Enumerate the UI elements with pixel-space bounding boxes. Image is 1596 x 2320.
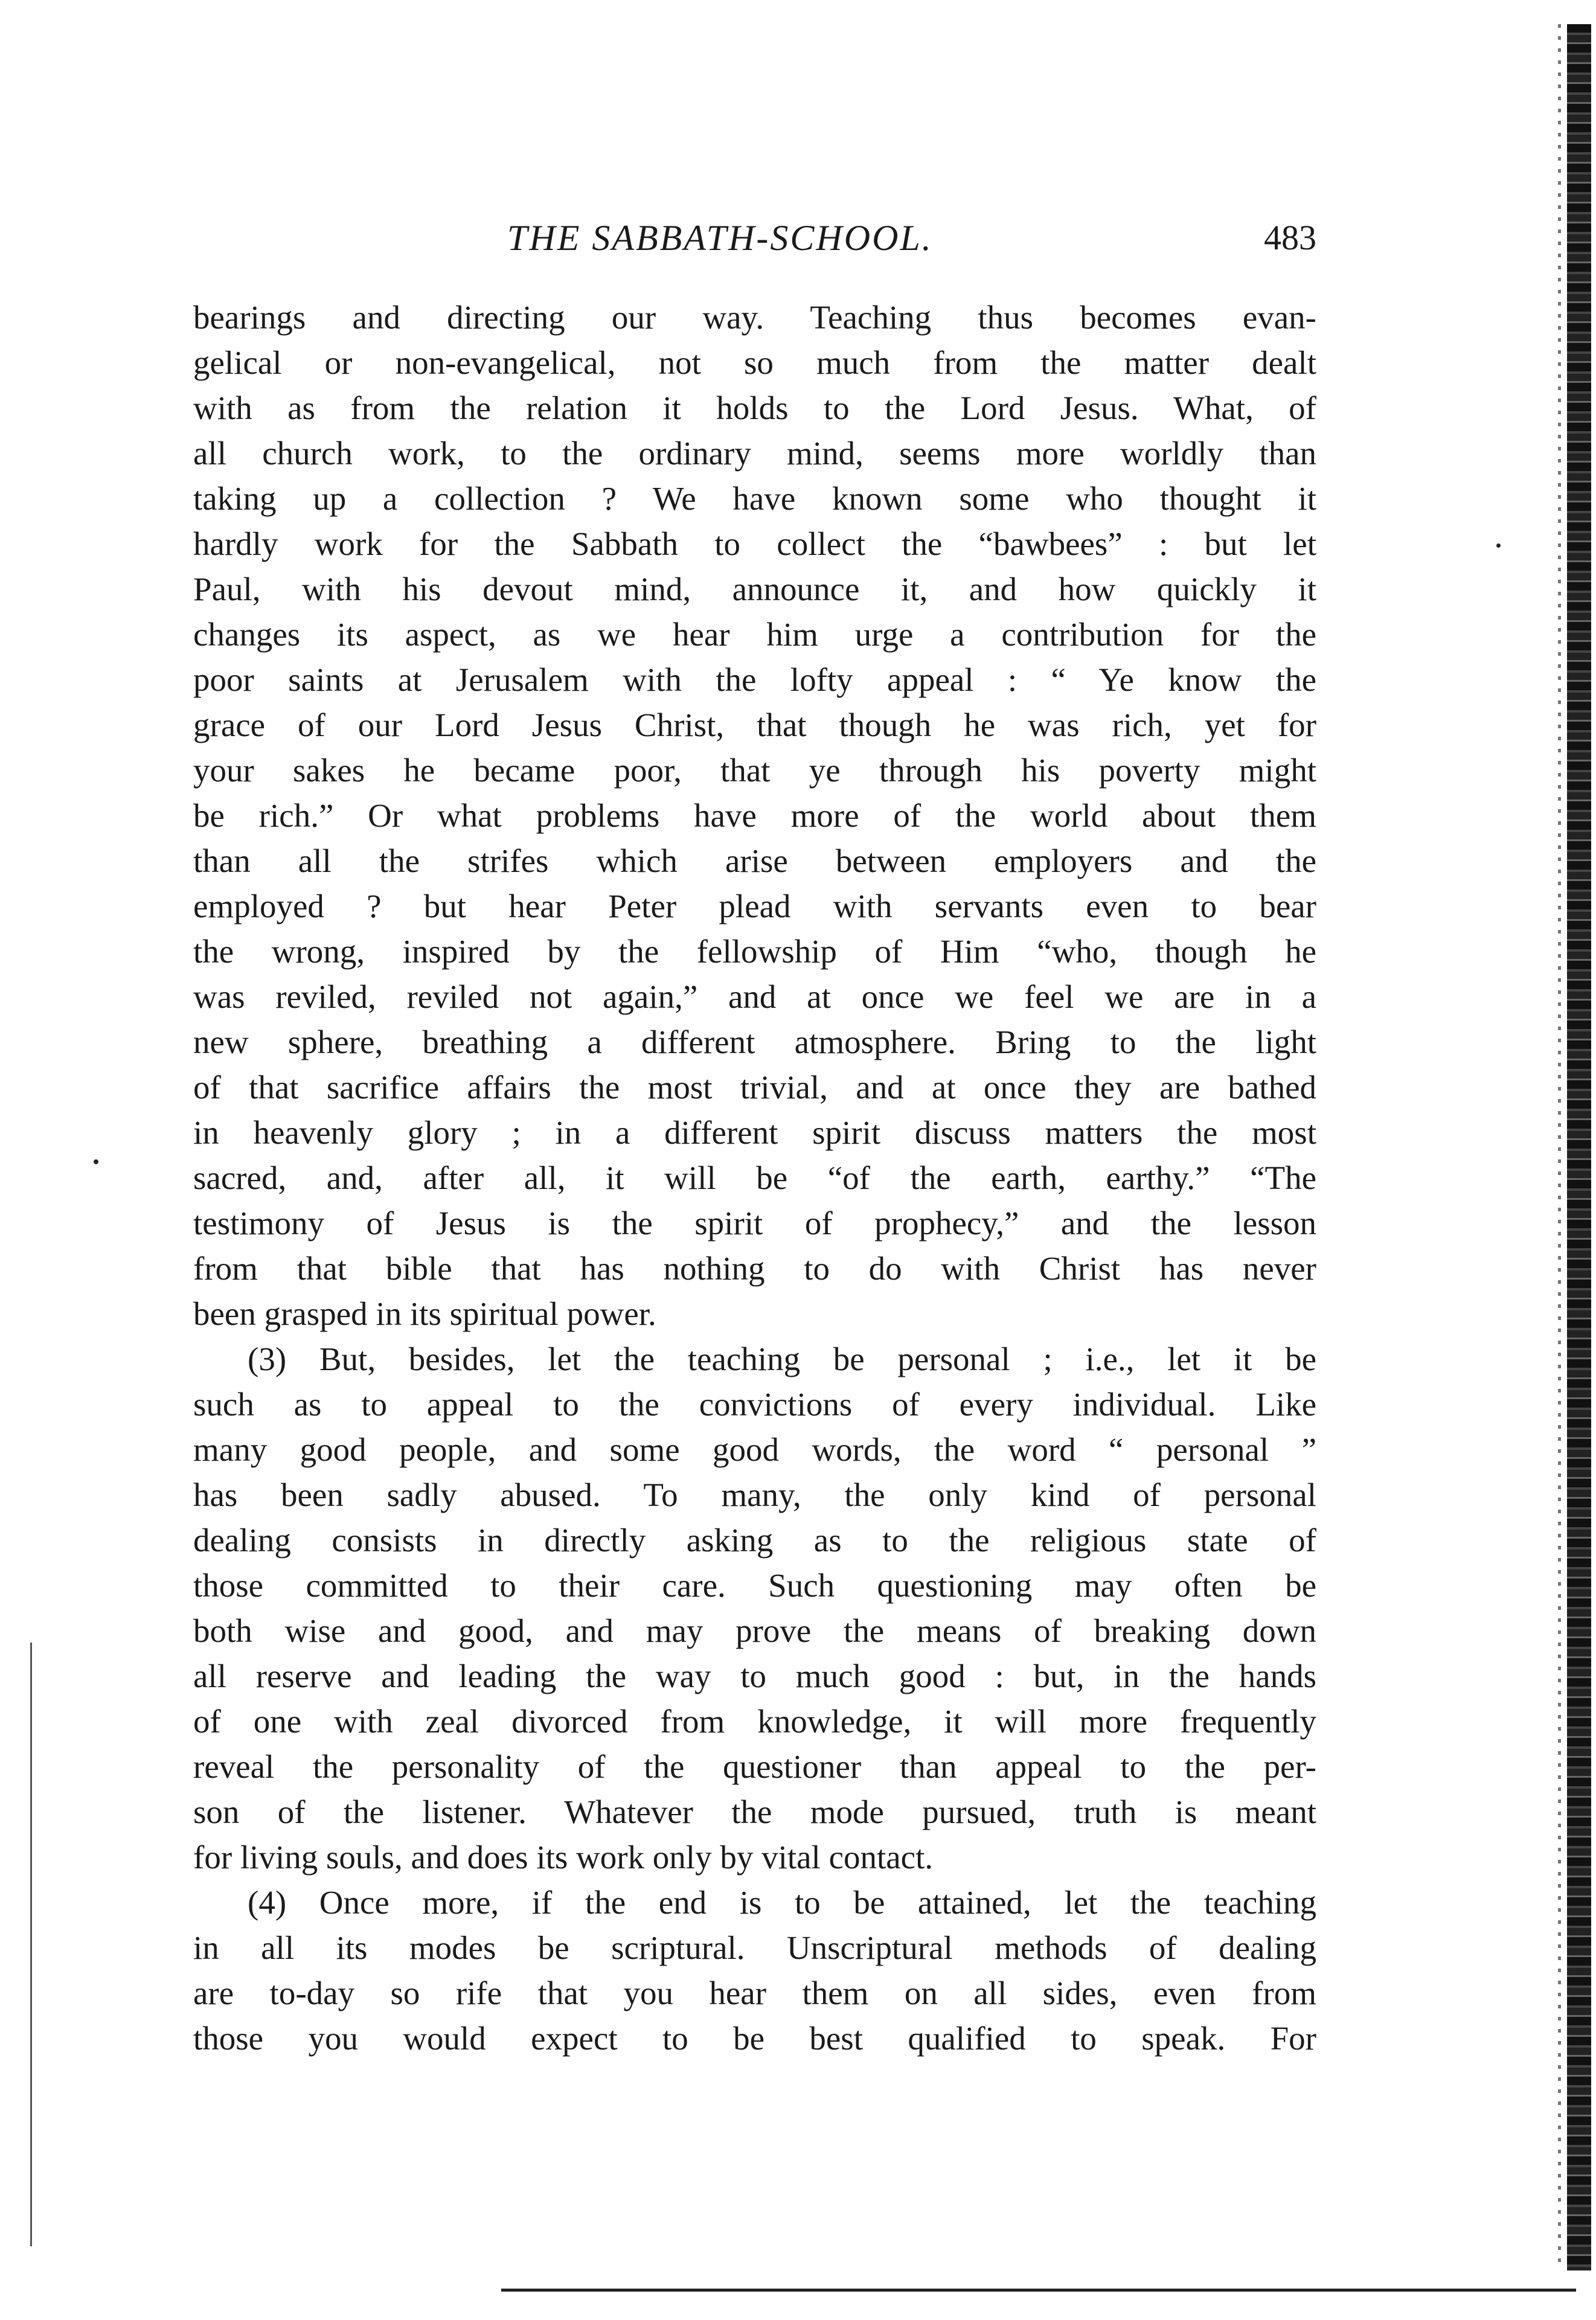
scan-scratch — [30, 1642, 32, 2246]
text-line: changes its aspect, as we hear him urge a contribution for the — [193, 616, 1316, 653]
text-line: in heavenly glory ; in a different spirit discuss matters the most — [193, 1114, 1316, 1151]
text-line: new sphere, breathing a different atmosphere. Bring to the light — [193, 1024, 1316, 1060]
running-title: THE SABBATH-SCHOOL. — [507, 218, 933, 258]
text-line: for living souls, and does its work only by vital contact. — [193, 1839, 934, 1876]
text-line: both wise and good, and may prove the means of breaking down — [193, 1612, 1316, 1649]
ink-speck — [1496, 543, 1501, 548]
text-line: such as to appeal to the convictions of every individual. Like — [193, 1386, 1316, 1423]
text-line: with as from the relation it holds to the Lord Jesus. What, of — [193, 389, 1316, 426]
text-line: (3) But, besides, let the teaching be personal ; i.e., let it be — [248, 1341, 1316, 1377]
text-line: of that sacrifice affairs the most trivial, and at once they are bathed — [193, 1069, 1316, 1106]
text-line: are to-day so rife that you hear them on all sides, even from — [193, 1975, 1316, 2011]
page-number: 483 — [1264, 218, 1316, 257]
running-head — [193, 217, 1316, 266]
text-line: bearings and directing our way. Teaching thus becomes evan- — [193, 299, 1316, 336]
text-line: son of the listener. Whatever the mode pursued, truth is meant — [193, 1793, 1316, 1830]
text-line: the wrong, inspired by the fellowship of Him “who, though he — [193, 933, 1316, 970]
scanned-binding-shadow — [1558, 24, 1561, 2270]
text-line: gelical or non-evangelical, not so much from the matter dealt — [193, 344, 1316, 381]
text-line: those you would expect to be best qualified to speak. For — [193, 2020, 1316, 2057]
text-line: was reviled, reviled not again,” and at once we feel we are in a — [193, 978, 1316, 1015]
text-line: all reserve and leading the way to much good : but, in the hands — [193, 1658, 1316, 1694]
text-line: in all its modes be scriptural. Unscriptural methods of dealing — [193, 1929, 1316, 1966]
text-line: than all the strifes which arise between employers and the — [193, 842, 1316, 879]
text-line: been grasped in its spiritual power. — [193, 1295, 656, 1332]
text-line: those committed to their care. Such questioning may often be — [193, 1567, 1316, 1604]
text-line: be rich.” Or what problems have more of the world about them — [193, 797, 1316, 834]
text-line: grace of our Lord Jesus Christ, that though he was rich, yet for — [193, 707, 1316, 743]
ink-speck — [94, 1159, 98, 1164]
text-line: all church work, to the ordinary mind, seems more worldly than — [193, 435, 1316, 472]
text-line: dealing consists in directly asking as to the religious state of — [193, 1522, 1316, 1559]
text-line: hardly work for the Sabbath to collect the “bawbees” : but let — [193, 525, 1316, 562]
scanned-binding-edge — [1567, 24, 1591, 2270]
text-line: has been sadly abused. To many, the only kind of personal — [193, 1476, 1316, 1513]
text-line: of one with zeal divorced from knowledge, it will more frequently — [193, 1703, 1316, 1740]
text-line: from that bible that has nothing to do with Christ has never — [193, 1250, 1316, 1287]
text-line: testimony of Jesus is the spirit of prophecy,” and the lesson — [193, 1205, 1316, 1242]
text-line: reveal the personality of the questioner than appeal to the per- — [193, 1748, 1316, 1785]
text-line: many good people, and some good words, the word “ personal ” — [193, 1431, 1316, 1468]
text-line: taking up a collection ? We have known some who thought it — [193, 480, 1316, 517]
text-line: Paul, with his devout mind, announce it, and how quickly it — [193, 571, 1316, 607]
text-line: sacred, and, after all, it will be “of the earth, earthy.” “The — [193, 1159, 1316, 1196]
text-line: poor saints at Jerusalem with the lofty appeal : “ Ye know the — [193, 661, 1316, 698]
text-line: (4) Once more, if the end is to be attained, let the teaching — [248, 1884, 1316, 1921]
bottom-scan-rule — [501, 2289, 1576, 2292]
text-line: employed ? but hear Peter plead with servants even to bear — [193, 888, 1316, 924]
body-text — [193, 295, 1316, 2061]
text-line: your sakes he became poor, that ye through his poverty might — [193, 752, 1316, 789]
